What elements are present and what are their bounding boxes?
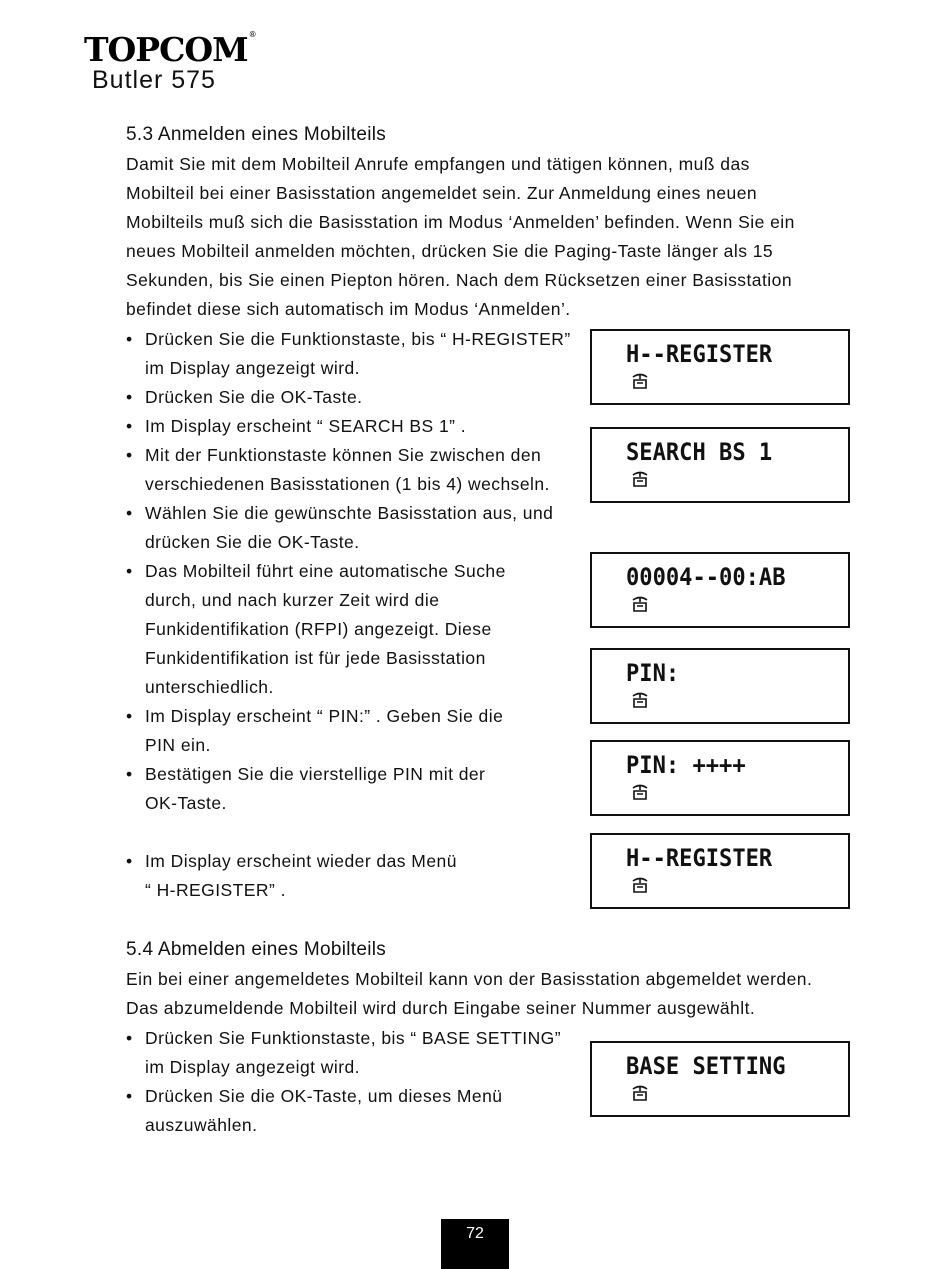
text-line: im Display angezeigt wird. bbox=[145, 1057, 360, 1077]
text-line: Funkidentifikation (RFPI) angezeigt. Diese bbox=[145, 619, 492, 639]
text-line: • Im Display erscheint “ SEARCH BS 1” . bbox=[145, 416, 467, 436]
list-item bbox=[126, 499, 576, 557]
lcd-text: H--REGISTER bbox=[626, 340, 773, 368]
text-line: Damit Sie mit dem Mobilteil Anrufe empfangen und tätigen können, muß das bbox=[126, 154, 750, 174]
text-line: neues Mobilteil anmelden möchten, drücken Sie die Paging-Taste länger als 15 bbox=[126, 241, 774, 261]
text-line: “ H-REGISTER” . bbox=[145, 880, 286, 900]
list-item bbox=[126, 383, 576, 412]
lcd-display bbox=[590, 427, 850, 503]
lcd-text: PIN: bbox=[626, 659, 680, 687]
lcd-display bbox=[590, 648, 850, 724]
text-line: Ein bei einer angemeldetes Mobilteil kann von der Basisstation abgemeldet werden. bbox=[126, 969, 813, 989]
text-line: Mobilteils muß sich die Basisstation im Modus ‘Anmelden’ befinden. Wenn Sie ein bbox=[126, 212, 795, 232]
text-line: befindet diese sich automatisch im Modus ‘Anmelden’. bbox=[126, 299, 571, 319]
text-line: unterschiedlich. bbox=[145, 677, 274, 697]
text-line: Sekunden, bis Sie einen Piepton hören. Nach dem Rücksetzen einer Basisstation bbox=[126, 270, 792, 290]
list-item bbox=[126, 1082, 576, 1140]
list-item bbox=[126, 1024, 576, 1082]
section-title-5-4: 5.4 Abmelden eines Mobilteils bbox=[126, 939, 387, 960]
text-line: • Das Mobilteil führt eine automatische Suche bbox=[145, 561, 506, 581]
lcd-display bbox=[590, 1041, 850, 1117]
text-line: • Drücken Sie Funktionstaste, bis “ BASE SETTING” bbox=[145, 1028, 562, 1048]
list-item bbox=[126, 847, 576, 905]
lcd-display bbox=[590, 740, 850, 816]
antenna-icon bbox=[630, 782, 650, 802]
text-line: • Mit der Funktionstaste können Sie zwischen den bbox=[145, 445, 542, 465]
text-line: Mobilteil bei einer Basisstation angemeldet sein. Zur Anmeldung eines neuen bbox=[126, 183, 758, 203]
brand-logo bbox=[84, 30, 256, 69]
brand-name: TOPCOM bbox=[84, 30, 248, 69]
lcd-text: H--REGISTER bbox=[626, 844, 773, 872]
page-number: 72 bbox=[441, 1219, 509, 1269]
list-item bbox=[126, 325, 576, 383]
model-name: Butler 575 bbox=[92, 66, 216, 94]
antenna-icon bbox=[630, 371, 650, 391]
list-item bbox=[126, 412, 576, 441]
lcd-display bbox=[590, 552, 850, 628]
antenna-icon bbox=[630, 875, 650, 895]
text-line: im Display angezeigt wird. bbox=[145, 358, 360, 378]
antenna-icon bbox=[630, 469, 650, 489]
section-5-4-steps bbox=[126, 1024, 576, 1140]
text-line: Das abzumeldende Mobilteil wird durch Eingabe seiner Nummer ausgewählt. bbox=[126, 998, 756, 1018]
registered-mark: ® bbox=[248, 30, 256, 39]
text-line: • Bestätigen Sie die vierstellige PIN mit der bbox=[145, 764, 486, 784]
text-line: OK-Taste. bbox=[145, 793, 227, 813]
list-item bbox=[126, 760, 576, 818]
section-5-4-intro bbox=[126, 965, 866, 1023]
lcd-display bbox=[590, 833, 850, 909]
section-title-5-3: 5.3 Anmelden eines Mobilteils bbox=[126, 124, 387, 145]
text-line: durch, und nach kurzer Zeit wird die bbox=[145, 590, 440, 610]
text-line: Funkidentifikation ist für jede Basisstation bbox=[145, 648, 486, 668]
lcd-text: PIN: ++++ bbox=[626, 751, 746, 779]
text-line: PIN ein. bbox=[145, 735, 211, 755]
text-line: drücken Sie die OK-Taste. bbox=[145, 532, 360, 552]
text-line: • Drücken Sie die OK-Taste, um dieses Menü bbox=[145, 1086, 503, 1106]
section-5-3-steps bbox=[126, 325, 576, 905]
text-line: auszuwählen. bbox=[145, 1115, 258, 1135]
text-line: • Im Display erscheint wieder das Menü bbox=[145, 851, 457, 871]
text-line: verschiedenen Basisstationen (1 bis 4) wechseln. bbox=[145, 474, 550, 494]
text-line: • Wählen Sie die gewünschte Basisstation aus, und bbox=[145, 503, 554, 523]
text-line: • Drücken Sie die Funktionstaste, bis “ H-REGISTER” bbox=[145, 329, 571, 349]
list-item bbox=[126, 557, 576, 702]
lcd-text: 00004--00:AB bbox=[626, 563, 786, 591]
text-line: • Drücken Sie die OK-Taste. bbox=[145, 387, 363, 407]
antenna-icon bbox=[630, 1083, 650, 1103]
section-5-3-intro bbox=[126, 150, 846, 324]
list-item bbox=[126, 441, 576, 499]
lcd-text: SEARCH BS 1 bbox=[626, 438, 773, 466]
text-line: • Im Display erscheint “ PIN:” . Geben Sie die bbox=[145, 706, 504, 726]
lcd-text: BASE SETTING bbox=[626, 1052, 786, 1080]
antenna-icon bbox=[630, 690, 650, 710]
lcd-display bbox=[590, 329, 850, 405]
list-item bbox=[126, 702, 576, 760]
antenna-icon bbox=[630, 594, 650, 614]
